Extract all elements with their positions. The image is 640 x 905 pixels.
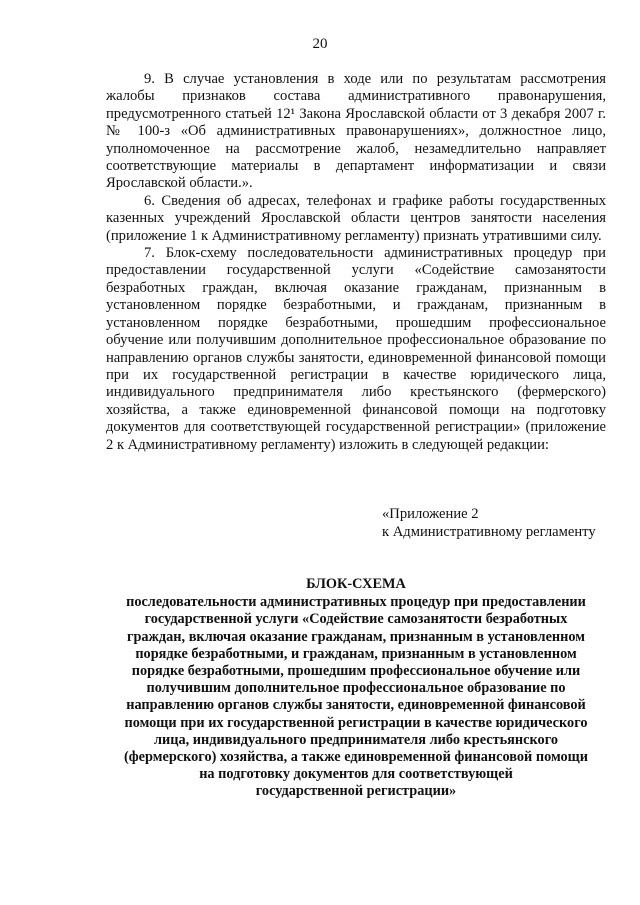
- paragraph-item-7: 7. Блок-схему последовательности административных процедур при предоставлении государственной услуги «Содействие самозанятости безработных граждан, включая оказание гражданам, признанным в установленном порядке безработными, и гражданам, признанным в установленном порядке безработными, прошедшим профессиональное обучение или получившим дополнительное профессиональное образование по направлению органов службы занятости, единовременной финансовой помощи при их государственной регистрации в качестве юридического лица, индивидуального предпринимателя либо крестьянского (фермерского) хозяйства, а также единовременной финансовой помощи на подготовку документов для соответствующей государственной регистрации» (приложение 2 к Административному регламенту) изложить в следующей редакции:: [106, 245, 606, 453]
- title-line: помощи при их государственной регистрации в качестве юридического: [124, 714, 588, 731]
- title-line: государственной регистрации»: [255, 783, 457, 800]
- flowchart-title: [100, 576, 612, 801]
- title-line: порядке безработными, и гражданам, признанным в установленном: [135, 645, 577, 662]
- title-line: направлению органов службы занятости, единовременной финансовой: [126, 697, 586, 714]
- title-line: получившим дополнительное профессиональное образование по: [146, 680, 566, 697]
- title-line: государственной услуги «Содействие самозанятости безработных: [144, 611, 568, 628]
- title-line: граждан, включая оказание гражданам, признанным в установленном: [126, 628, 586, 645]
- annex-line-2: к Административному регламенту: [382, 524, 596, 540]
- title-line: последовательности административных процедур при предоставлении: [126, 594, 586, 611]
- paragraph-item-6: 6. Сведения об адресах, телефонах и графике работы государственных казенных учреждений Ярославской области центров занятости населения (приложение 1 к Административному регламенту) признать утратившими силу.: [106, 192, 606, 244]
- title-line: порядке безработными, прошедшим профессиональное обучение или: [131, 663, 581, 680]
- flowchart-heading: БЛОК-СХЕМА: [306, 576, 406, 592]
- title-line: (фермерского) хозяйства, а также единовременной финансовой помощи: [124, 749, 588, 766]
- page-number: 20: [312, 36, 328, 52]
- paragraph-item-9: 9. В случае установления в ходе или по результатам рассмотрения жалобы признаков состава административного правонарушения, предусмотренного статьей 12¹ Закона Ярославской области от 3 декабря 2007 г. № 100-з «Об административных правонарушениях», должностное лицо, уполномоченное на рассмотрение жалоб, незамедлительно направляет соответствующие материалы в департамент информатизации и связи Ярославской области.».: [106, 71, 606, 192]
- title-line: на подготовку документов для соответствующей: [199, 766, 513, 783]
- annex-reference: [382, 505, 622, 541]
- body-text: [106, 71, 606, 454]
- annex-line-1: «Приложение 2: [382, 506, 479, 522]
- title-line: лица, индивидуального предпринимателя либо крестьянского: [154, 731, 558, 748]
